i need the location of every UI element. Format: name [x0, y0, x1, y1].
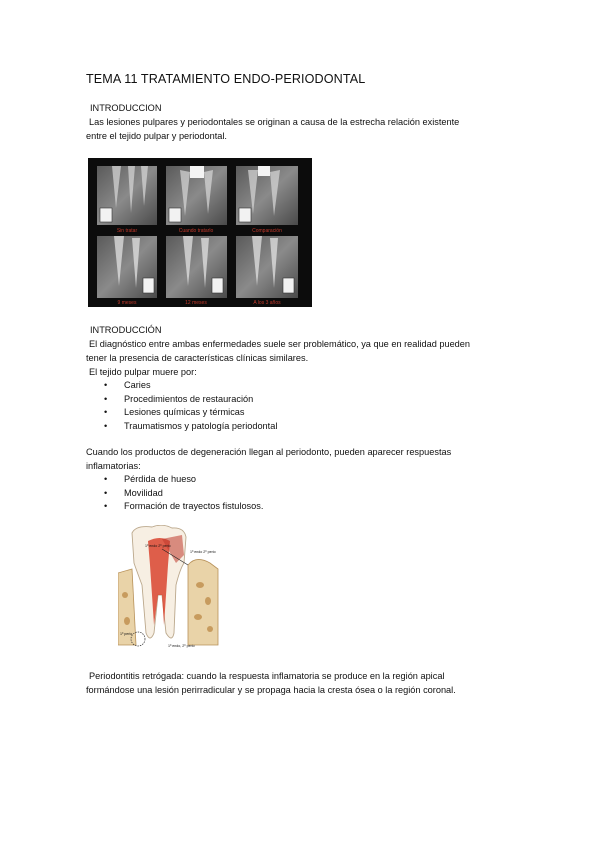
xray-caption: Comparación	[252, 228, 282, 234]
xray-panel-6	[236, 236, 298, 298]
xray-caption: 9 meses	[117, 300, 137, 306]
page-title: TEMA 11 TRATAMIENTO ENDO-PERIODONTAL	[86, 72, 366, 86]
xray-caption: 12 meses	[185, 300, 207, 306]
paragraph-line: Periodontitis retrógada: cuando la respuesta inflamatoria se produce en la región apical	[89, 671, 445, 681]
xray-panel-5	[166, 236, 227, 298]
paragraph-line: Las lesiones pulpares y periodontales se originan a causa de la estrecha relación existente	[89, 117, 460, 127]
bullet-list-respuestas	[104, 473, 263, 514]
list-item: • Formación de trayectos fistulosos.	[104, 500, 263, 514]
section-heading-introduccion-2: INTRODUCCIÓN	[90, 325, 162, 335]
tooth-diagram	[118, 525, 222, 649]
paragraph-line: inflamatorias:	[86, 461, 141, 471]
bone-right	[188, 559, 218, 645]
paragraph-line: formándose una lesión perirradicular y se propaga hacia la cresta ósea o la región coronal.	[86, 685, 456, 695]
tooth	[132, 525, 188, 638]
section-heading-introduccion: INTRODUCCION	[90, 103, 162, 113]
list-item: • Pérdida de hueso	[104, 473, 263, 487]
xray-caption: Cuando tratarlo	[178, 228, 214, 234]
paragraph-line: tener la presencia de características clínicas similares.	[86, 353, 309, 363]
diagram-label: 1º endo, 2º perio	[168, 644, 195, 648]
list-item: • Procedimientos de restauración	[104, 393, 277, 407]
list-item: • Caries	[104, 379, 277, 393]
list-intro: El tejido pulpar muere por:	[89, 367, 197, 377]
diagram-label: 1º endo 2º perio	[190, 550, 216, 554]
diagram-label: 1º perio	[120, 632, 133, 636]
paragraph-line: entre el tejido pulpar y periodontal.	[86, 131, 227, 141]
list-item: • Movilidad	[104, 487, 263, 501]
xray-panel-2	[166, 166, 227, 225]
diagram-label: 1º endo 2º perio	[145, 544, 171, 548]
xray-figure	[88, 158, 312, 307]
xray-panel-4	[97, 236, 157, 298]
xray-caption: A los 3 años	[253, 300, 281, 306]
paragraph-line: El diagnóstico entre ambas enfermedades suele ser problemático, ya que en realidad pueden	[89, 339, 471, 349]
xray-caption: Sin tratar	[116, 228, 138, 234]
bullet-list-causas	[104, 379, 277, 433]
list-item: • Lesiones químicas y térmicas	[104, 406, 277, 420]
xray-panel-1	[97, 166, 157, 225]
list-item: • Traumatismos y patología periodontal	[104, 420, 277, 434]
xray-panel-3	[236, 166, 298, 225]
paragraph-line: Cuando los productos de degeneración llegan al periodonto, pueden aparecer respuestas	[86, 447, 452, 457]
